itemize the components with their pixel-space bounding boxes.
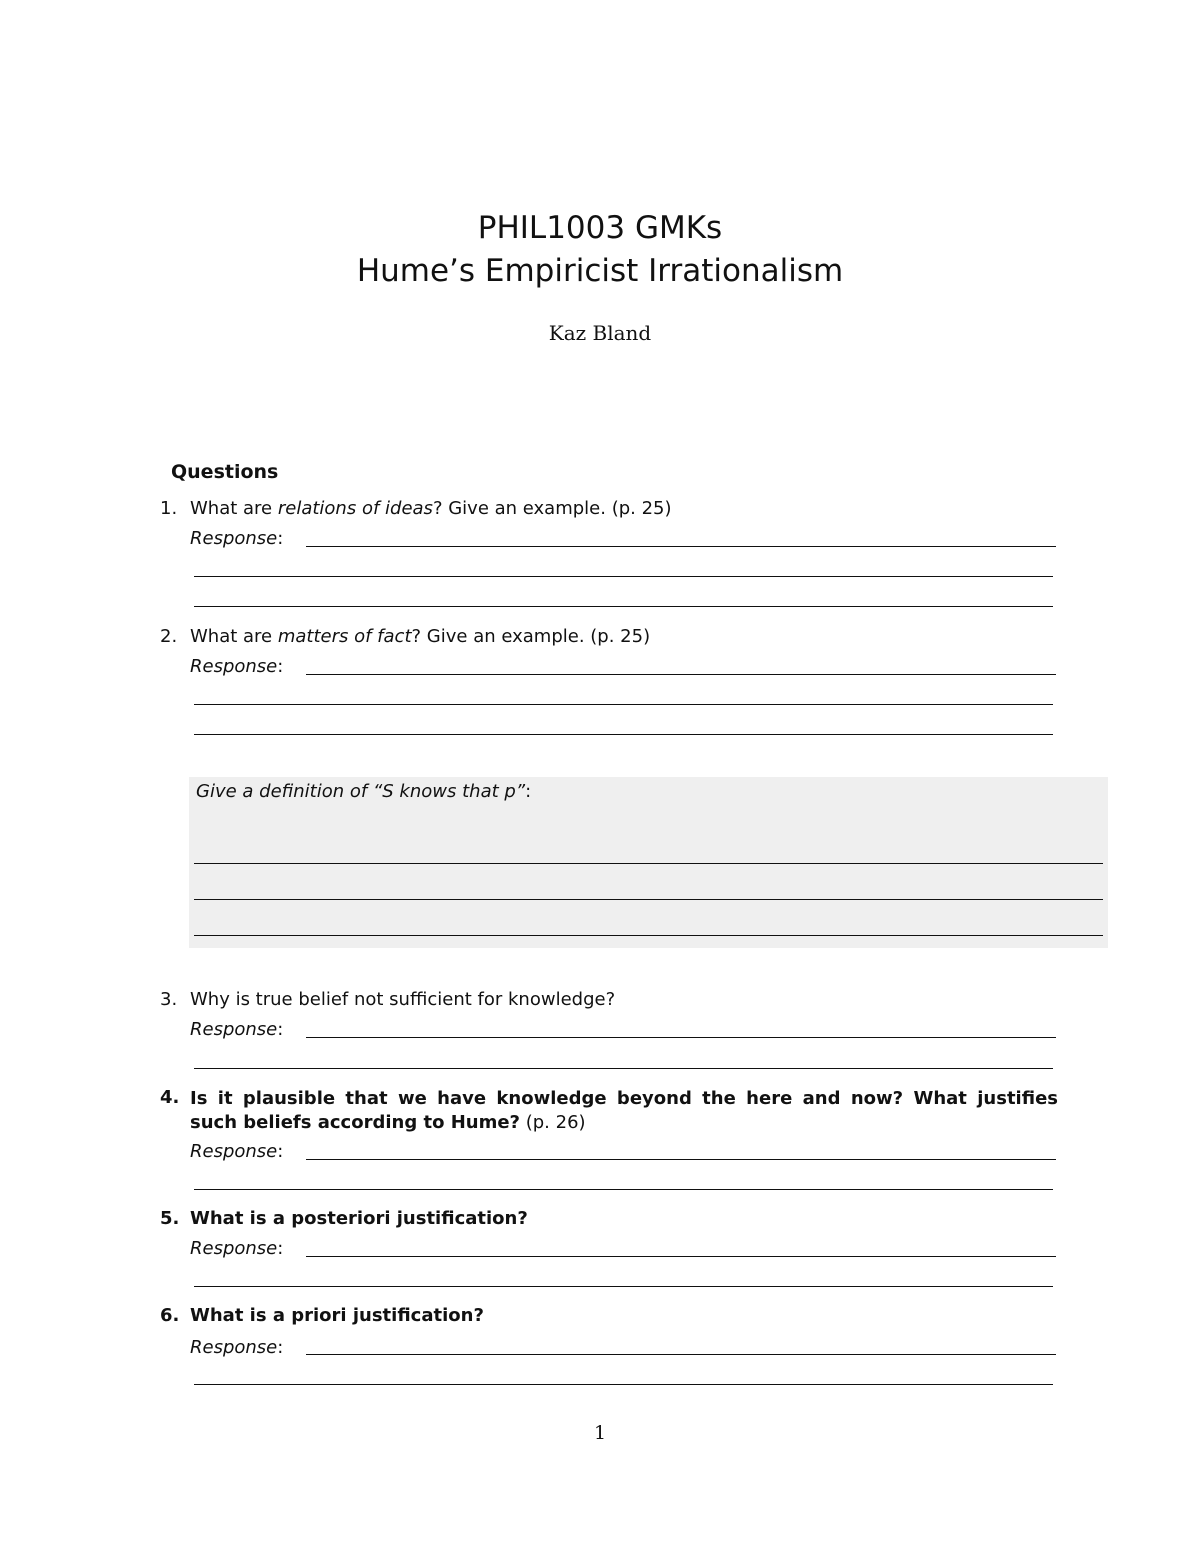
question-1-text: What are relations of ideas? Give an example. (p. 25) (190, 498, 672, 519)
document-subtitle: Hume’s Empiricist Irrationalism (356, 253, 844, 289)
definition-answer-line[interactable] (194, 935, 1103, 936)
question-5-answer-line[interactable] (194, 1286, 1053, 1287)
definition-box (189, 777, 1108, 948)
question-1-number: 1. (160, 498, 178, 519)
question-6-answer-line[interactable] (194, 1384, 1053, 1385)
definition-prompt: Give a definition of “S knows that p”: (196, 781, 532, 802)
question-6-text: What is a priori justification? (190, 1305, 484, 1326)
question-1-answer-line[interactable] (194, 576, 1053, 577)
question-3-answer-line[interactable] (194, 1068, 1053, 1069)
question-3-text: Why is true belief not sufficient for knowledge? (190, 989, 616, 1010)
author-name: Kaz Bland (548, 321, 652, 345)
question-2-number: 2. (160, 626, 178, 647)
questions-heading: Questions (171, 461, 279, 483)
question-5-response-label: Response: (190, 1238, 284, 1259)
definition-answer-line[interactable] (194, 863, 1103, 864)
question-2-text: What are matters of fact? Give an example. (p. 25) (190, 626, 651, 647)
question-1-response-label: Response: (190, 528, 284, 549)
document-title: PHIL1003 GMKs (477, 210, 723, 246)
question-4-number: 4. (160, 1087, 180, 1108)
question-4-answer-line[interactable] (306, 1159, 1056, 1160)
question-4-answer-line[interactable] (194, 1189, 1053, 1190)
question-5-number: 5. (160, 1208, 180, 1229)
question-3-answer-line[interactable] (306, 1037, 1056, 1038)
page-number: 1 (593, 1422, 607, 1444)
question-6-answer-line[interactable] (306, 1354, 1056, 1355)
question-2-answer-line[interactable] (306, 674, 1056, 675)
question-1-answer-line[interactable] (306, 546, 1056, 547)
question-2-answer-line[interactable] (194, 704, 1053, 705)
question-4-response-label: Response: (190, 1141, 284, 1162)
question-6-number: 6. (160, 1305, 180, 1326)
question-5-answer-line[interactable] (306, 1256, 1056, 1257)
question-1-answer-line[interactable] (194, 606, 1053, 607)
question-3-number: 3. (160, 989, 178, 1010)
definition-answer-line[interactable] (194, 899, 1103, 900)
question-6-response-label: Response: (190, 1337, 284, 1358)
question-4-text: Is it plausible that we have knowledge beyond the here and now? What justifies such beliefs according to Hume? (p. 26) (190, 1088, 1058, 1133)
question-5-text: What is a posteriori justification? (190, 1208, 528, 1229)
question-2-answer-line[interactable] (194, 734, 1053, 735)
question-3-response-label: Response: (190, 1019, 284, 1040)
question-2-response-label: Response: (190, 656, 284, 677)
